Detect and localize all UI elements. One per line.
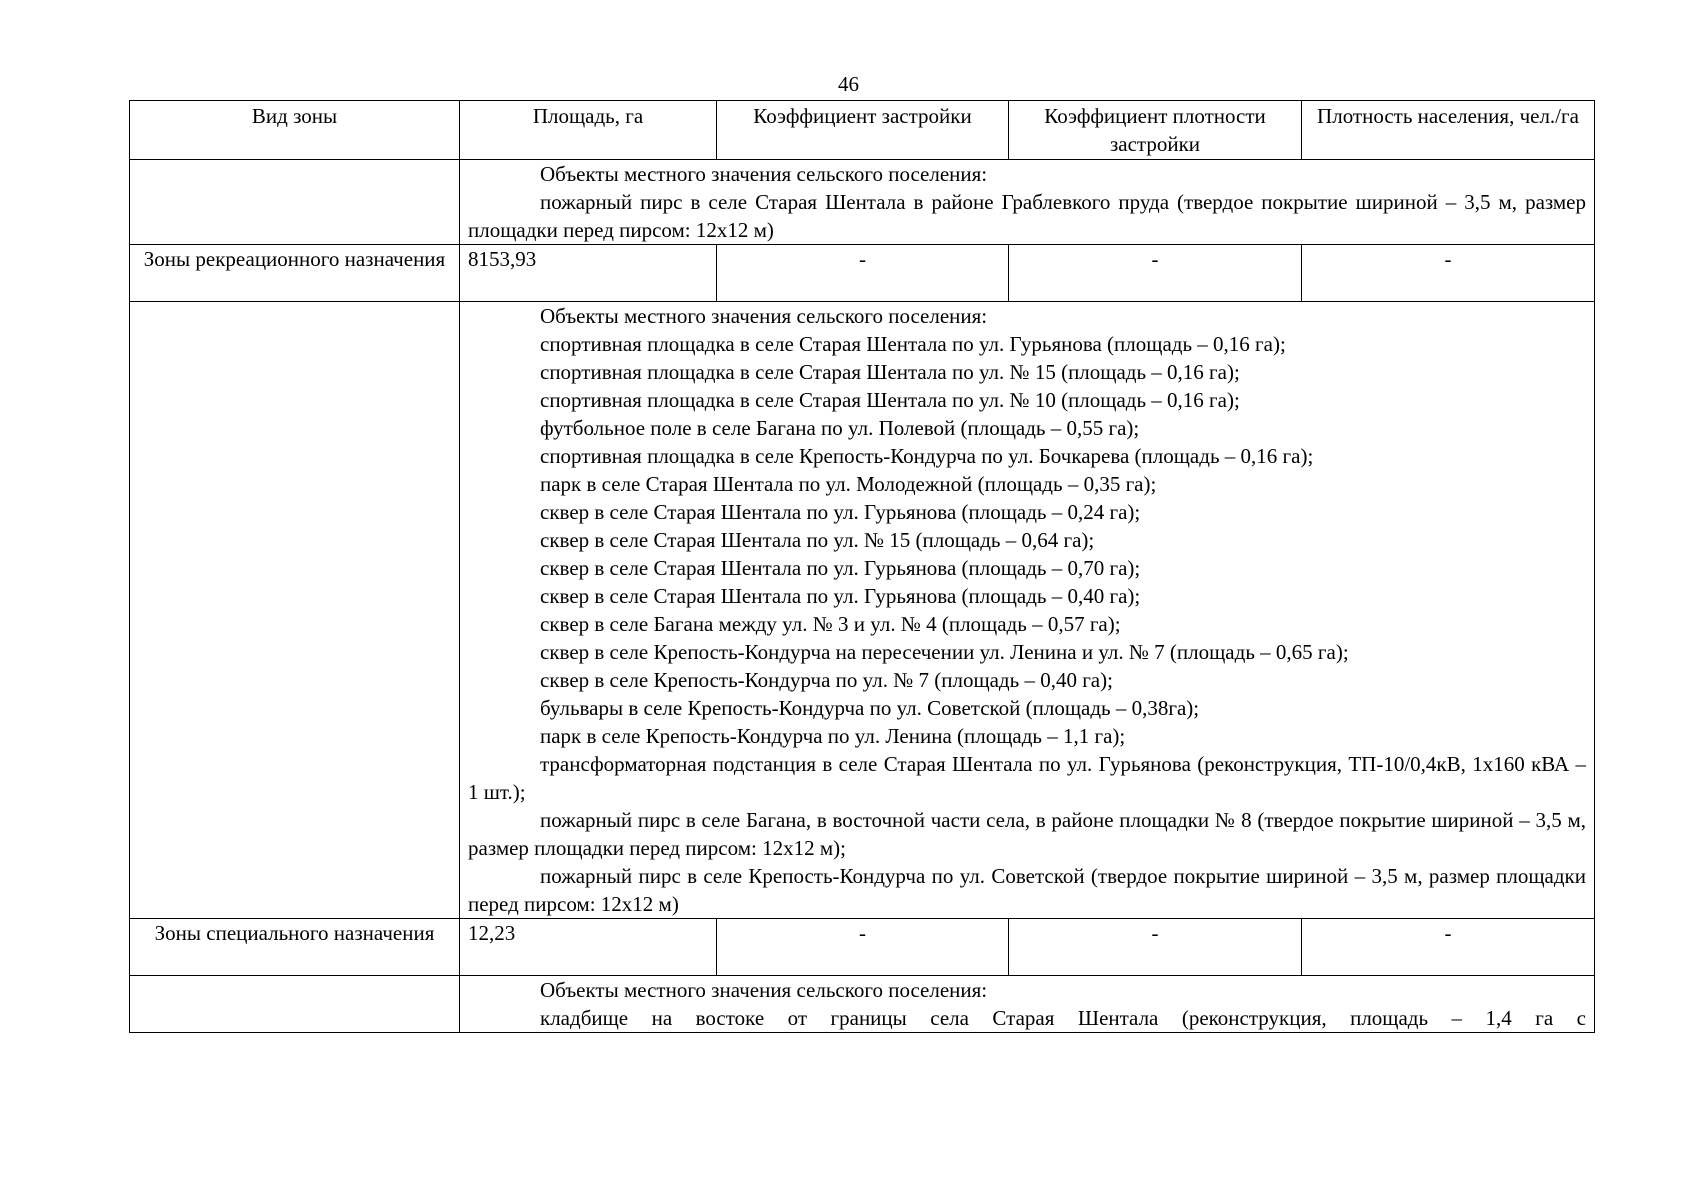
zone-building-coefficient: -: [717, 245, 1009, 302]
zone-population-density: -: [1302, 245, 1595, 302]
empty-cell: [130, 976, 460, 1033]
header-density-coefficient: Коэффициент плотности застройки: [1009, 101, 1302, 160]
object-item: сквер в селе Багана между ул. № 3 и ул. № 4 (площадь – 0,57 га);: [540, 612, 1121, 636]
empty-cell: [130, 302, 460, 919]
objects-heading: Объекты местного значения сельского поселения:: [540, 978, 988, 1002]
object-item: спортивная площадка в селе Старая Шентала по ул. № 10 (площадь – 0,16 га);: [540, 388, 1240, 412]
object-item: сквер в селе Крепость-Кондурча на пересечении ул. Ленина и ул. № 7 (площадь – 0,65 га);: [540, 640, 1349, 664]
object-item: пожарный пирс в селе Багана, в восточной части села, в районе площадки № 8 (твердое покрытие шириной – 3,5 м, размер площадки перед пирсом: 12х12 м);: [468, 808, 1586, 860]
table-header-row: [130, 101, 1595, 160]
table-row: [130, 160, 1595, 245]
object-item: бульвары в селе Крепость-Кондурча по ул. Советской (площадь – 0,38га);: [540, 696, 1200, 720]
object-item: пожарный пирс в селе Крепость-Кондурча по ул. Советской (твердое покрытие шириной – 3,5 м, размер площадки перед пирсом: 12х12 м): [468, 864, 1586, 916]
zones-table: [129, 100, 1595, 1033]
empty-cell: [130, 160, 460, 245]
object-item: спортивная площадка в селе Старая Шентала по ул. № 15 (площадь – 0,16 га);: [540, 360, 1240, 384]
object-item: трансформаторная подстанция в селе Старая Шентала по ул. Гурьянова (реконструкция, ТП-10/0,4кВ, 1х160 кВА – 1 шт.);: [468, 752, 1586, 804]
object-item: парк в селе Крепость-Кондурча по ул. Ленина (площадь – 1,1 га);: [540, 724, 1126, 748]
header-building-coefficient: Коэффициент застройки: [717, 101, 1009, 160]
header-population-density: Плотность населения, чел./га: [1302, 101, 1595, 160]
zone-density-coefficient: -: [1009, 245, 1302, 302]
header-zone-type: Вид зоны: [130, 101, 460, 160]
table-row: [130, 302, 1595, 919]
zone-density-coefficient: -: [1009, 919, 1302, 976]
zone-area: 12,23: [460, 919, 717, 976]
table-row: [130, 245, 1595, 302]
object-item: пожарный пирс в селе Старая Шентала в районе Граблевкого пруда (твердое покрытие шириной – 3,5 м, размер площадки перед пирсом: 12х12 м): [468, 190, 1586, 242]
object-item: кладбище на востоке от границы села Старая Шентала (реконструкция, площадь – 1,4 га с: [540, 1006, 1586, 1030]
objects-cell: [460, 976, 1595, 1033]
header-area: Площадь, га: [460, 101, 717, 160]
object-item: сквер в селе Старая Шентала по ул. № 15 (площадь – 0,64 га);: [540, 528, 1095, 552]
object-item: спортивная площадка в селе Крепость-Кондурча по ул. Бочкарева (площадь – 0,16 га);: [540, 444, 1314, 468]
table-row: [130, 919, 1595, 976]
object-item: сквер в селе Старая Шентала по ул. Гурьянова (площадь – 0,70 га);: [540, 556, 1141, 580]
zone-building-coefficient: -: [717, 919, 1009, 976]
zone-area: 8153,93: [460, 245, 717, 302]
zone-name: Зоны специального назначения: [130, 919, 460, 976]
object-item: футбольное поле в селе Багана по ул. Полевой (площадь – 0,55 га);: [540, 416, 1140, 440]
zone-population-density: -: [1302, 919, 1595, 976]
table-row: [130, 976, 1595, 1033]
object-item: сквер в селе Старая Шентала по ул. Гурьянова (площадь – 0,40 га);: [540, 584, 1141, 608]
object-item: сквер в селе Крепость-Кондурча по ул. № 7 (площадь – 0,40 га);: [540, 668, 1113, 692]
objects-cell: [460, 160, 1595, 245]
object-item: сквер в селе Старая Шентала по ул. Гурьянова (площадь – 0,24 га);: [540, 500, 1141, 524]
objects-heading: Объекты местного значения сельского поселения:: [540, 304, 988, 328]
object-item: парк в селе Старая Шентала по ул. Молодежной (площадь – 0,35 га);: [540, 472, 1157, 496]
objects-heading: Объекты местного значения сельского поселения:: [540, 162, 988, 186]
page-number: 46: [838, 72, 859, 96]
object-item: спортивная площадка в селе Старая Шентала по ул. Гурьянова (площадь – 0,16 га);: [540, 332, 1286, 356]
objects-cell: [460, 302, 1595, 919]
zone-name: Зоны рекреационного назначения: [130, 245, 460, 302]
